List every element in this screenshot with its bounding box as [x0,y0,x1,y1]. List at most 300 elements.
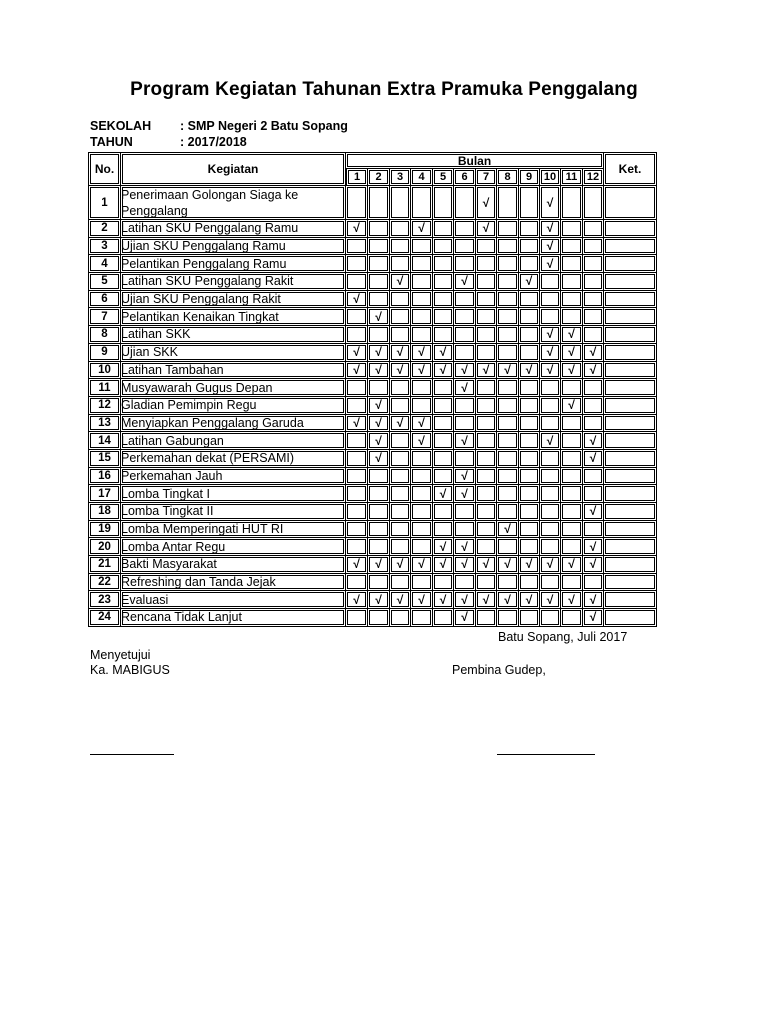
month-cell-7: √ [476,186,497,220]
month-cell-6 [454,291,476,309]
table-row [88,574,657,592]
month-cell-10 [540,397,561,415]
month-cell-10 [540,291,561,309]
month-cell-2 [368,609,390,627]
activity-name: Rencana Tidak Lanjut [121,609,346,627]
month-cell-8 [497,503,519,521]
month-cell-11: √ [561,326,583,344]
month-cell-3 [390,397,411,415]
ket-cell [604,468,657,486]
activity-name: Lomba Memperingati HUT RI [121,521,346,539]
month-cell-7 [476,609,497,627]
ket-cell [604,503,657,521]
month-cell-9 [519,432,540,450]
month-cell-1 [346,521,368,539]
right-signature-line [497,754,595,755]
month-cell-11 [561,238,583,256]
ket-cell [604,450,657,468]
left-signatory-role: Ka. MABIGUS [90,663,170,677]
month-cell-11 [561,574,583,592]
month-cell-3 [390,450,411,468]
month-cell-4: √ [411,362,433,380]
month-cell-11 [561,255,583,273]
month-header-4: 4 [411,169,433,186]
month-cell-11 [561,379,583,397]
month-cell-9 [519,220,540,238]
month-cell-10 [540,574,561,592]
month-cell-4 [411,468,433,486]
month-header-7: 7 [476,169,497,186]
month-cell-10: √ [540,220,561,238]
month-cell-8 [497,415,519,433]
month-header-11: 11 [561,169,583,186]
row-number: 10 [88,362,121,380]
month-cell-8 [497,326,519,344]
month-cell-10: √ [540,238,561,256]
ket-cell [604,538,657,556]
activity-name: Penerimaan Golongan Siaga ke Penggalang [121,186,346,220]
month-cell-2: √ [368,362,390,380]
month-cell-4 [411,326,433,344]
table-row [88,468,657,486]
month-cell-7 [476,379,497,397]
month-cell-12 [583,521,604,539]
month-cell-8 [497,220,519,238]
month-cell-1: √ [346,220,368,238]
month-cell-9 [519,344,540,362]
month-cell-6 [454,521,476,539]
month-cell-2 [368,503,390,521]
month-cell-7: √ [476,362,497,380]
month-header-1: 1 [346,169,368,186]
month-cell-1 [346,379,368,397]
month-cell-3 [390,326,411,344]
month-cell-2 [368,468,390,486]
month-cell-3 [390,186,411,220]
month-cell-9 [519,326,540,344]
month-cell-3: √ [390,556,411,574]
month-cell-5 [433,326,454,344]
month-cell-9 [519,468,540,486]
month-cell-6: √ [454,468,476,486]
month-cell-2 [368,220,390,238]
month-cell-12 [583,415,604,433]
row-number: 8 [88,326,121,344]
approval-label: Menyetujui [90,648,151,662]
month-cell-1: √ [346,344,368,362]
month-cell-11: √ [561,362,583,380]
page-title: Program Kegiatan Tahunan Extra Pramuka Penggalang [130,79,638,100]
month-header-2: 2 [368,169,390,186]
row-number: 3 [88,238,121,256]
month-cell-5 [433,308,454,326]
month-cell-11 [561,503,583,521]
month-cell-10: √ [540,255,561,273]
month-cell-11: √ [561,397,583,415]
row-number: 21 [88,556,121,574]
table-row [88,485,657,503]
activity-name: Latihan SKU Penggalang Ramu [121,220,346,238]
table-row [88,238,657,256]
month-header-3: 3 [390,169,411,186]
month-cell-2: √ [368,450,390,468]
month-cell-1 [346,432,368,450]
ket-cell [604,591,657,609]
month-cell-9 [519,308,540,326]
month-header-12: 12 [583,169,604,186]
month-cell-6: √ [454,379,476,397]
month-cell-7 [476,397,497,415]
month-cell-9 [519,397,540,415]
header-ket: Ket. [604,152,657,186]
month-cell-7 [476,450,497,468]
month-cell-9 [519,521,540,539]
month-cell-12 [583,238,604,256]
activity-name: Latihan SKK [121,326,346,344]
month-cell-9: √ [519,591,540,609]
row-number: 12 [88,397,121,415]
month-cell-10: √ [540,591,561,609]
row-number: 6 [88,291,121,309]
month-cell-5 [433,273,454,291]
month-cell-9 [519,574,540,592]
table-row [88,326,657,344]
month-cell-12: √ [583,362,604,380]
left-signature-line [90,754,174,755]
month-cell-7 [476,574,497,592]
month-cell-1 [346,485,368,503]
month-cell-11 [561,273,583,291]
month-cell-6: √ [454,485,476,503]
month-cell-2 [368,186,390,220]
month-cell-12: √ [583,432,604,450]
activity-name: Bakti Masyarakat [121,556,346,574]
month-cell-8 [497,273,519,291]
month-cell-2 [368,521,390,539]
year-value: : 2017/2018 [180,135,247,149]
month-cell-10 [540,379,561,397]
table-row [88,538,657,556]
month-cell-1: √ [346,362,368,380]
row-number: 7 [88,308,121,326]
month-cell-6 [454,450,476,468]
month-cell-3 [390,485,411,503]
activity-name: Latihan Gabungan [121,432,346,450]
month-cell-4 [411,485,433,503]
month-cell-11: √ [561,556,583,574]
month-cell-5: √ [433,556,454,574]
table-row [88,521,657,539]
month-cell-2 [368,238,390,256]
school-info [90,119,348,133]
row-number: 22 [88,574,121,592]
month-cell-2: √ [368,432,390,450]
month-cell-3: √ [390,362,411,380]
month-cell-8 [497,255,519,273]
month-cell-3: √ [390,344,411,362]
month-cell-2: √ [368,591,390,609]
month-cell-9 [519,291,540,309]
month-cell-12: √ [583,503,604,521]
activity-name: Gladian Pemimpin Regu [121,397,346,415]
activity-name: Ujian SKU Penggalang Rakit [121,291,346,309]
month-cell-10 [540,485,561,503]
place-date: Batu Sopang, Juli 2017 [498,630,628,644]
month-cell-5: √ [433,485,454,503]
month-cell-3 [390,609,411,627]
month-cell-12 [583,326,604,344]
row-number: 9 [88,344,121,362]
month-cell-6: √ [454,362,476,380]
month-cell-8 [497,609,519,627]
month-cell-4: √ [411,415,433,433]
ket-cell [604,326,657,344]
month-cell-11 [561,450,583,468]
month-cell-9 [519,538,540,556]
month-cell-7: √ [476,591,497,609]
month-cell-8 [497,485,519,503]
month-cell-4: √ [411,344,433,362]
month-cell-9 [519,379,540,397]
header-no: No. [88,152,121,186]
month-cell-6 [454,326,476,344]
month-cell-5 [433,220,454,238]
activity-name: Lomba Tingkat I [121,485,346,503]
activity-name: Lomba Antar Regu [121,538,346,556]
month-cell-7: √ [476,556,497,574]
month-cell-12 [583,308,604,326]
month-cell-10: √ [540,344,561,362]
month-cell-4 [411,273,433,291]
month-cell-5 [433,609,454,627]
month-cell-4 [411,255,433,273]
month-cell-1: √ [346,415,368,433]
month-header-10: 10 [540,169,561,186]
month-cell-4 [411,308,433,326]
table-row [88,556,657,574]
row-number: 14 [88,432,121,450]
row-number: 20 [88,538,121,556]
month-cell-3 [390,220,411,238]
month-cell-6 [454,503,476,521]
month-cell-5: √ [433,344,454,362]
month-cell-6 [454,344,476,362]
month-cell-12 [583,379,604,397]
month-cell-4 [411,291,433,309]
month-cell-12 [583,291,604,309]
month-cell-8: √ [497,521,519,539]
month-cell-10: √ [540,362,561,380]
month-cell-8 [497,238,519,256]
month-cell-11: √ [561,591,583,609]
month-cell-1 [346,326,368,344]
month-cell-3 [390,521,411,539]
month-cell-11 [561,538,583,556]
month-cell-7 [476,273,497,291]
month-cell-4 [411,538,433,556]
row-number: 19 [88,521,121,539]
row-number: 18 [88,503,121,521]
month-cell-10 [540,468,561,486]
month-cell-5 [433,255,454,273]
month-cell-4 [411,503,433,521]
month-cell-10: √ [540,432,561,450]
table-row [88,255,657,273]
ket-cell [604,485,657,503]
row-number: 4 [88,255,121,273]
month-cell-1 [346,308,368,326]
month-cell-7 [476,238,497,256]
month-cell-11 [561,308,583,326]
month-cell-9 [519,450,540,468]
month-cell-12 [583,186,604,220]
school-value: : SMP Negeri 2 Batu Sopang [180,119,348,133]
table-row [88,503,657,521]
month-cell-2: √ [368,308,390,326]
month-cell-7 [476,503,497,521]
month-cell-1 [346,186,368,220]
month-cell-1: √ [346,591,368,609]
month-cell-4 [411,521,433,539]
month-cell-1: √ [346,291,368,309]
month-cell-6 [454,220,476,238]
month-cell-8 [497,308,519,326]
table-row [88,273,657,291]
ket-cell [604,556,657,574]
ket-cell [604,344,657,362]
month-cell-3 [390,503,411,521]
month-cell-12: √ [583,344,604,362]
month-cell-12: √ [583,538,604,556]
month-cell-10: √ [540,326,561,344]
month-cell-4 [411,450,433,468]
month-cell-2: √ [368,397,390,415]
month-cell-12 [583,397,604,415]
month-cell-2: √ [368,556,390,574]
activity-name: Ujian SKU Penggalang Ramu [121,238,346,256]
month-cell-8 [497,186,519,220]
month-cell-11 [561,521,583,539]
month-cell-8 [497,344,519,362]
month-cell-3 [390,432,411,450]
month-cell-1 [346,609,368,627]
month-cell-6: √ [454,538,476,556]
month-cell-1 [346,255,368,273]
month-cell-12 [583,468,604,486]
month-cell-8 [497,379,519,397]
month-cell-8 [497,397,519,415]
month-cell-1 [346,503,368,521]
ket-cell [604,273,657,291]
row-number: 15 [88,450,121,468]
activity-name: Latihan Tambahan [121,362,346,380]
month-cell-1 [346,574,368,592]
ket-cell [604,415,657,433]
table-header [88,152,657,186]
month-header-9: 9 [519,169,540,186]
row-number: 1 [88,186,121,220]
month-cell-5: √ [433,538,454,556]
month-cell-9: √ [519,556,540,574]
month-cell-6: √ [454,273,476,291]
ket-cell [604,255,657,273]
row-number: 17 [88,485,121,503]
month-cell-12 [583,220,604,238]
right-signatory-role: Pembina Gudep, [452,663,546,677]
school-label: SEKOLAH [90,119,152,133]
month-cell-5 [433,432,454,450]
month-cell-10 [540,538,561,556]
month-cell-5 [433,450,454,468]
ket-cell [604,362,657,380]
month-cell-8 [497,574,519,592]
month-cell-5: √ [433,362,454,380]
month-cell-12: √ [583,450,604,468]
month-cell-6 [454,574,476,592]
ket-cell [604,220,657,238]
month-cell-6 [454,415,476,433]
row-number: 23 [88,591,121,609]
month-cell-1 [346,273,368,291]
month-cell-2 [368,538,390,556]
activity-name: Evaluasi [121,591,346,609]
month-cell-11: √ [561,344,583,362]
month-cell-2 [368,326,390,344]
activity-name: Latihan SKU Penggalang Rakit [121,273,346,291]
month-cell-6: √ [454,432,476,450]
month-cell-3: √ [390,415,411,433]
row-number: 2 [88,220,121,238]
month-cell-7 [476,344,497,362]
month-cell-2 [368,574,390,592]
year-info [90,135,247,149]
month-cell-11 [561,485,583,503]
month-cell-10 [540,521,561,539]
month-cell-3: √ [390,273,411,291]
month-cell-6 [454,397,476,415]
month-cell-9 [519,238,540,256]
table-row [88,308,657,326]
month-cell-10 [540,450,561,468]
month-cell-4 [411,397,433,415]
table-row [88,415,657,433]
month-cell-7 [476,326,497,344]
ket-cell [604,291,657,309]
month-cell-4: √ [411,220,433,238]
month-cell-4 [411,186,433,220]
month-cell-8: √ [497,556,519,574]
ket-cell [604,574,657,592]
month-cell-5: √ [433,591,454,609]
month-cell-1 [346,238,368,256]
month-cell-11 [561,186,583,220]
month-cell-12 [583,574,604,592]
month-cell-3 [390,538,411,556]
table-row [88,379,657,397]
ket-cell [604,186,657,220]
month-cell-6 [454,308,476,326]
month-cell-8: √ [497,362,519,380]
month-cell-12 [583,485,604,503]
month-cell-6: √ [454,556,476,574]
month-cell-7 [476,538,497,556]
activity-table [88,152,657,627]
table-row [88,291,657,309]
row-number: 11 [88,379,121,397]
table-row [88,397,657,415]
month-cell-10 [540,415,561,433]
ket-cell [604,609,657,627]
